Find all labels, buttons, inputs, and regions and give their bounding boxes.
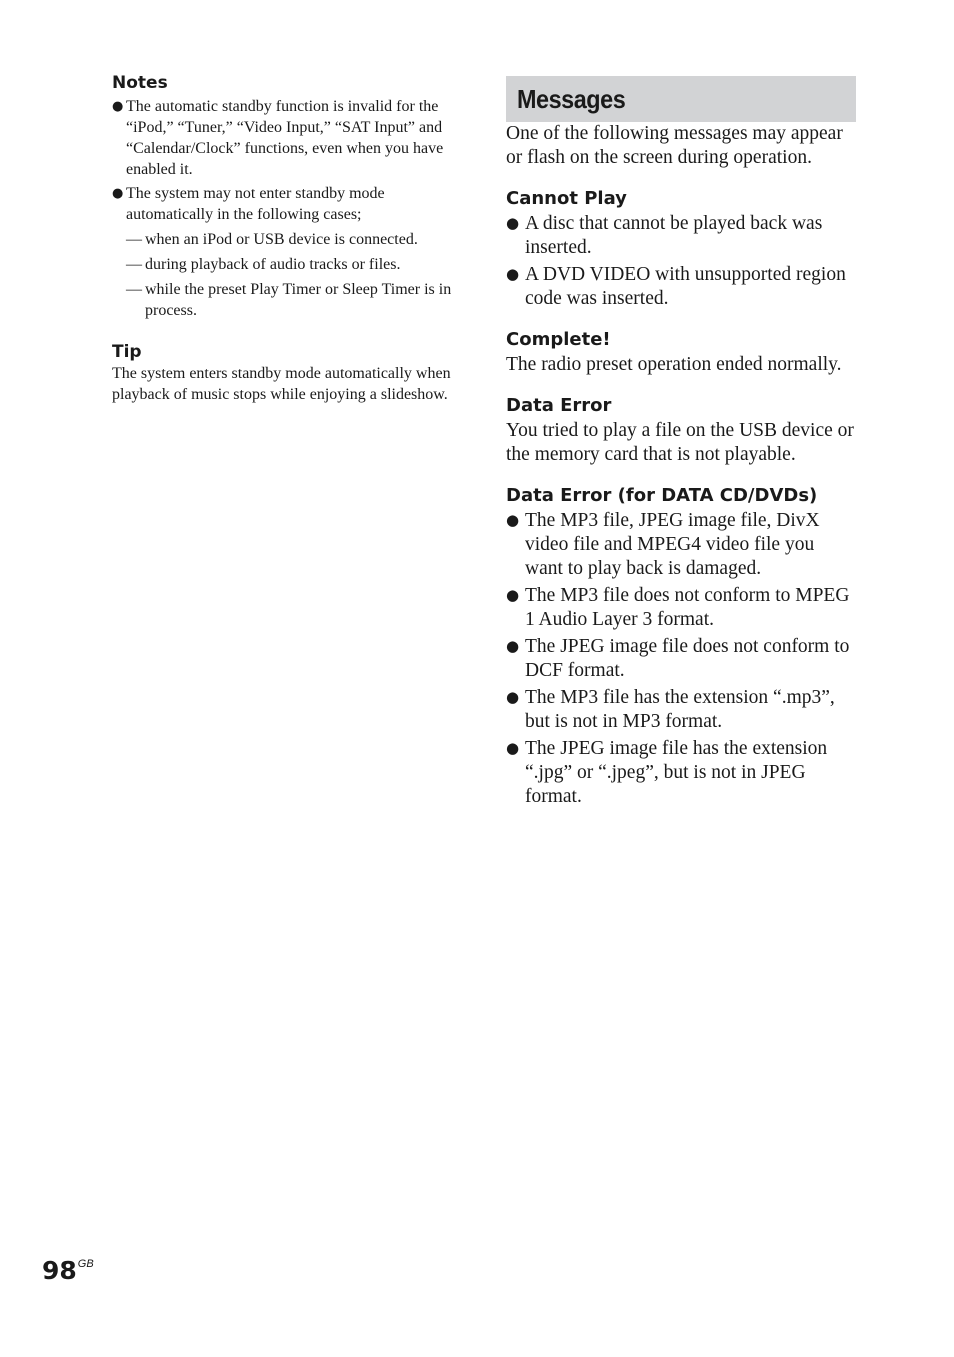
notes-heading: Notes: [112, 73, 168, 93]
page-number-value: 98: [42, 1256, 77, 1285]
item-text: A disc that cannot be played back was inserted.: [525, 213, 823, 258]
data-error-cd-list: [506, 509, 856, 809]
page-number-suffix: GB: [77, 1258, 94, 1270]
note-item: [112, 183, 464, 321]
dash-icon: —: [126, 256, 142, 273]
case-item: [112, 279, 464, 321]
dash-icon: —: [126, 281, 142, 298]
left-column: [112, 72, 464, 405]
list-item: [506, 263, 856, 311]
item-text: The JPEG image file has the extension “.jpg” or “.jpeg”, but is not in JPEG format.: [525, 738, 828, 807]
standby-cases-list: [112, 229, 464, 321]
item-text: A DVD VIDEO with unsupported region code was inserted.: [525, 264, 846, 309]
data-error-cd-heading: Data Error (for DATA CD/DVDs): [506, 485, 818, 506]
case-text: when an iPod or USB device is connected.: [145, 231, 418, 248]
bullet-icon: ●: [506, 637, 520, 655]
bullet-icon: ●: [506, 214, 520, 232]
bullet-icon: ●: [112, 99, 124, 114]
list-item: [506, 212, 856, 260]
dash-icon: —: [126, 231, 142, 248]
data-error-text: You tried to play a file on the USB device or the memory card that is not playable.: [506, 420, 854, 465]
bullet-icon: ●: [506, 688, 520, 706]
item-text: The MP3 file has the extension “.mp3”, but is not in MP3 format.: [525, 687, 835, 732]
item-text: The MP3 file, JPEG image file, DivX video file and MPEG4 video file you want to play back is damaged.: [525, 510, 820, 579]
section-title: Messages: [517, 84, 626, 114]
list-item: [506, 509, 856, 581]
bullet-icon: ●: [112, 186, 124, 201]
note-item: [112, 96, 464, 180]
list-item: [506, 686, 856, 734]
case-text: during playback of audio tracks or files.: [145, 256, 401, 273]
page-number: [42, 1248, 94, 1287]
case-item: [112, 254, 464, 275]
bullet-icon: ●: [506, 739, 520, 757]
note-text: The automatic standby function is invalid for the “iPod,” “Tuner,” “Video Input,” “SAT Input” and “Calendar/Clock” functions, even when you have enabled it.: [126, 98, 444, 178]
case-text: while the preset Play Timer or Sleep Timer is in process.: [145, 281, 452, 319]
case-item: [112, 229, 464, 250]
list-item: [506, 635, 856, 683]
cannot-play-heading: Cannot Play: [506, 188, 627, 209]
bullet-icon: ●: [506, 586, 520, 604]
note-text: The system may not enter standby mode automatically in the following cases;: [126, 185, 385, 223]
right-column: [506, 76, 856, 812]
tip-heading: Tip: [112, 342, 142, 362]
tip-text: The system enters standby mode automatically when playback of music stops while enjoying a slideshow.: [112, 365, 451, 403]
bullet-icon: ●: [506, 265, 520, 283]
list-item: [506, 737, 856, 809]
item-text: The JPEG image file does not conform to DCF format.: [525, 636, 850, 681]
intro-text: One of the following messages may appear or flash on the screen during operation.: [506, 123, 843, 168]
complete-text: The radio preset operation ended normally.: [506, 354, 842, 375]
section-banner: [506, 76, 856, 122]
list-item: [506, 584, 856, 632]
item-text: The MP3 file does not conform to MPEG 1 Audio Layer 3 format.: [525, 585, 850, 630]
bullet-icon: ●: [506, 511, 520, 529]
complete-heading: Complete!: [506, 329, 611, 350]
cannot-play-list: [506, 212, 856, 311]
notes-list: [112, 96, 464, 321]
data-error-heading: Data Error: [506, 395, 612, 416]
